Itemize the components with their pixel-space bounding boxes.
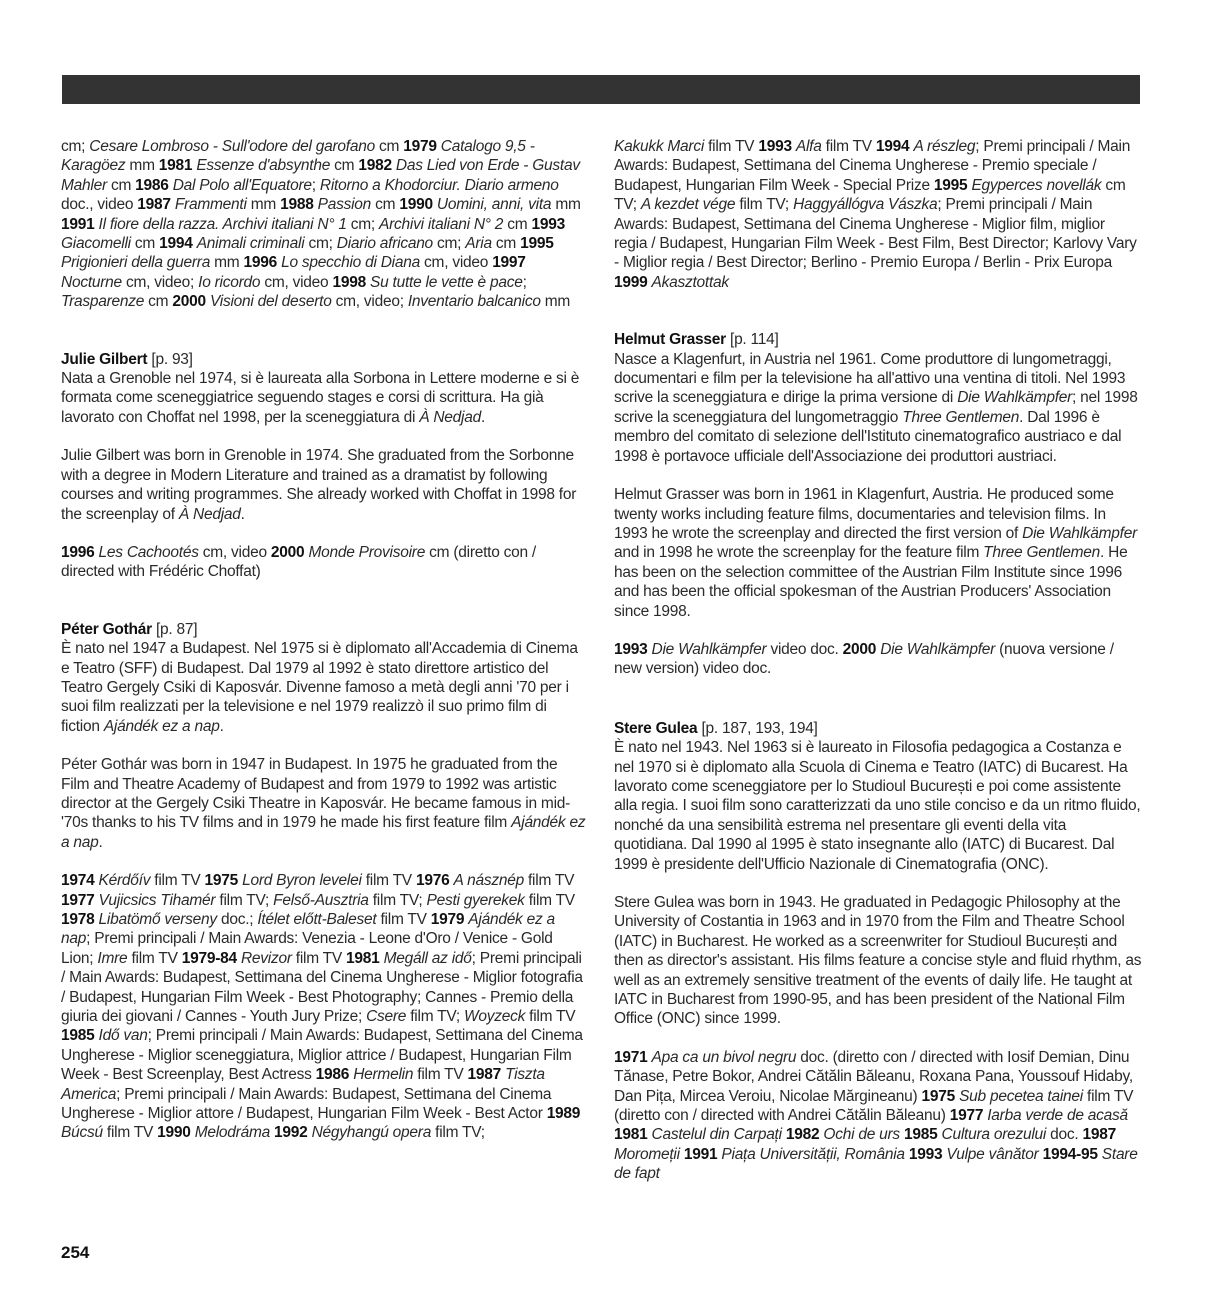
year-label: 1982 bbox=[785, 1126, 820, 1144]
year-label: 1975 bbox=[204, 872, 239, 890]
italic-title: Passion bbox=[317, 196, 372, 214]
italic-title: Ajándék ez a nap bbox=[61, 814, 586, 851]
year-label: 1981 bbox=[614, 1126, 648, 1144]
italic-title: Ajándék ez a nap bbox=[61, 911, 555, 948]
italic-title: Lo specchio di Diana bbox=[281, 254, 420, 272]
page-reference: [p. 187, 193, 194] bbox=[697, 719, 818, 737]
italic-title: Il fiore della razza. Archivi italiani N° 1 bbox=[98, 215, 347, 233]
italic-title: Woyzeck bbox=[463, 1008, 526, 1026]
year-label: 1979-84 bbox=[181, 949, 237, 967]
italic-title: Frammenti bbox=[174, 196, 247, 214]
year-label: 1987 bbox=[467, 1066, 502, 1084]
year-label: 1991 bbox=[61, 215, 95, 233]
italic-title: Prigionieri della guerra bbox=[61, 254, 211, 272]
italic-title: Iarba verde de acasă bbox=[987, 1107, 1128, 1125]
year-label: 1990 bbox=[399, 196, 433, 214]
page-number: 254 bbox=[61, 1243, 90, 1262]
italic-title: À Nedjad bbox=[419, 408, 481, 426]
italic-title: A részleg bbox=[913, 138, 976, 155]
bio-paragraph: cm; Cesare Lombroso - Sull'odore del garofano cm 1979 Catalogo 9,5 - Karagöez mm 1981 Essenze d'absynthe cm 1982 Das Lied von Erde - Gustav Mahler cm 1986 Dal Polo all'Equatore; Ritorno a Khodorciur. Diario armeno doc., video 1987 Frammenti mm 1988 Passion cm 1990 Uomini, anni, vita mm 1991 Il fiore della razza. Archivi italiani N° 1 cm; Archivi italiani N° 2 cm 1993 Giacomelli cm 1994 Animali criminali cm; Diario africano cm; Aria cm 1995 Prigionieri della guerra mm 1996 Lo specchio di Diana cm, video 1997 Nocturne cm, video; Io ricordo cm, video 1998 Su tutte le vette è pace; Trasparenze cm 2000 Visioni del deserto cm, video; Inventario balcanico mm bbox=[61, 138, 581, 311]
year-label: 2000 bbox=[270, 543, 305, 561]
left-column bbox=[61, 137, 587, 1143]
italic-title: Vulpe vânător bbox=[946, 1145, 1039, 1163]
year-label: 1997 bbox=[492, 254, 526, 272]
year-label: 2000 bbox=[172, 293, 206, 311]
year-label: 1990 bbox=[157, 1124, 191, 1142]
person-name: Stere Gulea bbox=[614, 719, 698, 737]
italic-title: Felső-Ausztria bbox=[273, 891, 369, 909]
bio-paragraph: 1974 Kérdőív film TV 1975 Lord Byron levelei film TV 1976 A násznép film TV 1977 Vujicsics Tihamér film TV; Felső-Ausztria film TV; Pesti gyerekek film TV 1978 Libatömő verseny doc.; Ítélet előtt-Baleset film TV 1979 Ajándék ez a nap; Premi principali / Main Awards: Venezia - Leone d'Oro / Venice - Gold Lion; Imre film TV 1979-84 Revizor film TV 1981 Megáll az idő; Premi principali / Main Awards: Budapest, Settimana del Cinema Ungherese - Miglior fotografia / Budapest, Hungarian Film Week - Best Photography; Cannes - Premio della giuria dei giovani / Cannes - Youth Jury Prize; Csere film TV; Woyzeck film TV 1985 Idő van; Premi principali / Main Awards: Budapest, Settimana del Cinema Ungherese - Miglior sceneggiatura, Miglior attrice / Budapest, Hungarian Film Week - Best Screenplay, Best Actress 1986 Hermelin film TV 1987 Tiszta America; Premi principali / Main Awards: Budapest, Settimana del Cinema Ungherese - Miglior attore / Budapest, Hungarian Film Week - Best Actor 1989 Búcsú film TV 1990 Melodráma 1992 Négyhangú opera film TV; bbox=[61, 872, 583, 1142]
year-label: 1979 bbox=[430, 911, 465, 928]
italic-title: Inventario balcanico bbox=[407, 293, 541, 311]
bio-entry bbox=[61, 620, 587, 1143]
italic-title: Ajándék ez a nap bbox=[103, 717, 220, 735]
italic-title: Three Gentlemen bbox=[902, 408, 1020, 426]
italic-title: Giacomelli bbox=[61, 235, 131, 253]
italic-title: Alfa bbox=[795, 138, 822, 155]
year-label: 1974 bbox=[61, 872, 95, 890]
italic-title: Egyperces novellák bbox=[971, 176, 1102, 194]
year-label: 1987 bbox=[137, 196, 171, 214]
italic-title: Megáll az idő bbox=[383, 949, 472, 967]
year-label: 1982 bbox=[358, 157, 392, 175]
italic-title: Ritorno a Khodorciur. Diario armeno bbox=[319, 176, 559, 194]
year-label: 1994 bbox=[159, 235, 193, 253]
year-label: 1993 bbox=[908, 1145, 943, 1163]
page-reference: [p. 114] bbox=[725, 331, 779, 349]
italic-title: Catalogo 9,5 - Karagöez bbox=[61, 138, 535, 175]
italic-title: A násznép bbox=[453, 872, 524, 890]
italic-title: Akasztottak bbox=[651, 273, 729, 291]
year-label: 1971 bbox=[614, 1048, 648, 1066]
italic-title: Melodráma bbox=[194, 1124, 270, 1142]
year-label: 1978 bbox=[61, 911, 95, 928]
year-label: 1994-95 bbox=[1042, 1145, 1098, 1163]
year-label: 1994 bbox=[875, 138, 910, 155]
italic-title: Vujicsics Tihamér bbox=[98, 891, 216, 909]
italic-title: Imre bbox=[97, 949, 128, 967]
italic-title: Moromeții bbox=[614, 1145, 680, 1163]
person-name: Helmut Grasser bbox=[614, 331, 726, 349]
person-name: Péter Gothár bbox=[61, 620, 152, 638]
italic-title: Libatömő verseny bbox=[98, 911, 217, 928]
italic-title: Su tutte le vette è pace bbox=[370, 273, 523, 291]
year-label: 1992 bbox=[274, 1124, 308, 1142]
bio-entry bbox=[614, 137, 1142, 292]
year-label: 1995 bbox=[520, 235, 554, 253]
bio-paragraph: Stere Gulea was born in 1943. He graduated in Pedagogic Philosophy at the University of Costantia in 1963 and in 1970 from the Film and Theatre School (IATC) in Bucharest. He worked as a screenwriter for Studioul București and then as director's assistant. His films feature a concise style and fluid rhythm, as well as an extremely sensitive treatment of the events of daily life. He taught at IATC in Bucharest from 1990-95, and has been president of the National Film Office (ONC) since 1999. bbox=[614, 894, 1142, 1028]
italic-title: Archivi italiani N° 2 bbox=[379, 215, 504, 233]
bio-paragraph: Helmut Grasser [p. 114] Nasce a Klagenfurt, in Austria nel 1961. Come produttore di lungometraggi, documentari e film per la televisione ha all'attivo una ventina di titoli. Nel 1993 scrive la sceneggiatura e dirige la prima versione di Die Wahlkämpfer; nel 1998 scrive la sceneggiatura del lungometraggio Three Gentlemen. Dal 1996 è membro del comitato di selezione dell'Istituto cinematografico austriaco e dal 1998 è portavoce ufficiale dell'Associazione dei produttori austriaci. bbox=[614, 331, 1138, 465]
bio-entry bbox=[614, 330, 1142, 679]
italic-title: Hermelin bbox=[353, 1066, 414, 1084]
italic-title: Revizor bbox=[240, 949, 292, 967]
bio-paragraph: Stere Gulea [p. 187, 193, 194] È nato nel 1943. Nel 1963 si è laureato in Filosofia pedagogica a Costanza e nel 1970 si è diplomato alla Scuola di Cinema e Teatro (IATC) di Bucarest. Ha lavorato come sceneggiatore per lo Studioul București e poi come assistente alla regia. I suoi film sono caratterizzati da uno stile conciso e da un ritmo fluido, nonché da una sensibilità estrema nel presentare gli eventi della vita quotidiana. Dal 1990 al 1995 è stato insegnante allo (IATC) di Bucarest. Dal 1999 è presidente dell'Ufficio Nazionale di Cinematografia (ONC). bbox=[614, 719, 1141, 873]
right-column bbox=[614, 137, 1142, 1184]
year-label: 1985 bbox=[61, 1027, 95, 1045]
italic-title: Ochi de urs bbox=[823, 1126, 900, 1144]
bio-paragraph: 1971 Apa ca un bivol negru doc. (diretto con / directed with Iosif Demian, Dinu Tănase, Petre Bokor, Andrei Cătălin Băleanu, Roxana Pana, Youssouf Hidaby, Dan Pița, Mircea Veroiu, Nicolae Mărgineanu) 1975 Sub pecetea tainei film TV (diretto con / directed with Andrei Cătălin Băleanu) 1977 Iarba verde de acasă 1981 Castelul din Carpați 1982 Ochi de urs 1985 Cultura orezului doc. 1987 Moromeții 1991 Piața Universității, România 1993 Vulpe vânător 1994-95 Stare de fapt bbox=[614, 1048, 1138, 1183]
italic-title: Monde Provisoire bbox=[308, 543, 426, 561]
year-label: 1993 bbox=[614, 640, 648, 658]
italic-title: Sub pecetea tainei bbox=[959, 1087, 1083, 1105]
italic-title: Die Wahlkämpfer bbox=[651, 640, 767, 658]
bio-paragraph: 1993 Die Wahlkämpfer video doc. 2000 Die Wahlkämpfer (nuova versione / new version) video doc. bbox=[614, 640, 1114, 678]
year-label: 1996 bbox=[61, 543, 95, 561]
italic-title: Kérdőív bbox=[98, 872, 151, 890]
year-label: 1986 bbox=[135, 176, 169, 194]
year-label: 1987 bbox=[1082, 1126, 1117, 1144]
italic-title: Cultura orezului bbox=[941, 1126, 1047, 1144]
italic-title: Castelul din Carpați bbox=[651, 1126, 782, 1144]
year-label: 1977 bbox=[61, 891, 95, 909]
year-label: 1998 bbox=[332, 273, 366, 291]
italic-title: Csere bbox=[366, 1008, 407, 1026]
year-label: 1981 bbox=[158, 157, 193, 175]
year-label: 1999 bbox=[614, 273, 648, 291]
page-reference: [p. 87] bbox=[151, 620, 198, 638]
italic-title: Die Wahlkämpfer bbox=[957, 389, 1073, 407]
italic-title: Piața Universității, România bbox=[721, 1145, 905, 1163]
italic-title: Búcsú bbox=[61, 1124, 103, 1142]
year-label: 1995 bbox=[933, 176, 968, 194]
year-label: 1988 bbox=[280, 196, 314, 214]
italic-title: Lord Byron levelei bbox=[242, 872, 362, 890]
header-bar bbox=[62, 75, 1140, 104]
bio-paragraph: Kakukk Marci film TV 1993 Alfa film TV 1994 A részleg; Premi principali / Main Awards: Budapest, Settimana del Cinema Ungherese - Premio speciale / Budapest, Hungarian Film Week - Special Prize 1995 Egyperces novellák cm TV; A kezdet vége film TV; Haggyállógva Vászka; Premi principali / Main Awards: Budapest, Settimana del Cinema Ungherese - Miglior film, miglior regia / Budapest, Hungarian Film Week - Best Film, Best Director; Karlovy Vary - Miglior regia / Best Director; Berlino - Premio Europa / Berlin - Prix Europa 1999 Akasztottak bbox=[614, 138, 1137, 291]
italic-title: Die Wahlkämpfer bbox=[1022, 524, 1138, 542]
bio-paragraph: 1996 Les Cachootés cm, video 2000 Monde Provisoire cm (diretto con / directed with Frédéric Choffat) bbox=[61, 543, 536, 581]
year-label: 1986 bbox=[315, 1066, 350, 1084]
year-label: 1977 bbox=[949, 1107, 984, 1125]
italic-title: Négyhangú opera bbox=[311, 1124, 432, 1142]
bio-entry bbox=[61, 350, 587, 582]
year-label: 2000 bbox=[842, 640, 877, 658]
italic-title: Dal Polo all'Equatore bbox=[172, 176, 312, 194]
year-label: 1985 bbox=[904, 1126, 938, 1144]
year-label: 1981 bbox=[346, 949, 380, 967]
bio-paragraph: Helmut Grasser was born in 1961 in Klagenfurt, Austria. He produced some twenty works including feature films, documentaries and television films. In 1993 he wrote the screenplay and directed the first version of Die Wahlkämpfer and in 1998 he wrote the screenplay for the feature film Three Gentlemen. He has been on the selection committee of the Austrian Film Institute since 1996 and has been the official spokesman of the Austrian Producers' Association since 1998. bbox=[614, 486, 1138, 620]
italic-title: Aria bbox=[465, 235, 492, 253]
italic-title: Stare de fapt bbox=[614, 1145, 1138, 1183]
italic-title: A kezdet vége bbox=[640, 196, 736, 214]
italic-title: Kakukk Marci bbox=[614, 138, 705, 155]
italic-title: Die Wahlkämpfer bbox=[880, 640, 996, 658]
year-label: 1979 bbox=[403, 138, 437, 155]
italic-title: Diario africano bbox=[336, 235, 433, 253]
year-label: 1996 bbox=[243, 254, 278, 272]
italic-title: Three Gentlemen bbox=[983, 544, 1101, 562]
year-label: 1975 bbox=[921, 1087, 955, 1105]
italic-title: Idő van bbox=[98, 1027, 148, 1045]
italic-title: Uomini, anni, vita bbox=[436, 196, 552, 214]
italic-title: Animali criminali bbox=[196, 235, 305, 253]
bio-entry bbox=[61, 137, 587, 312]
italic-title: Ítélet előtt-Baleset bbox=[257, 911, 377, 928]
bio-paragraph: Julie Gilbert was born in Grenoble in 1974. She graduated from the Sorbonne with a degree in Modern Literature and trained as a dramatist by following courses and writing programmes. She already worked with Choffat in 1998 for the screenplay of À Nedjad. bbox=[61, 447, 577, 523]
year-label: 1976 bbox=[415, 872, 450, 890]
italic-title: Apa ca un bivol negru bbox=[651, 1048, 797, 1066]
italic-title: Tiszta America bbox=[61, 1066, 545, 1103]
italic-title: Haggyállógva Vászka bbox=[793, 196, 938, 214]
year-label: 1989 bbox=[546, 1105, 581, 1123]
italic-title: Pesti gyerekek bbox=[426, 891, 525, 909]
italic-title: Les Cachootés bbox=[98, 543, 199, 561]
italic-title: À Nedjad bbox=[178, 505, 241, 523]
bio-paragraph: Julie Gilbert [p. 93] Nata a Grenoble nel 1974, si è laureata alla Sorbona in Lettere moderne e si è formata come sceneggiatrice seguendo stages e corsi di scrittura. Ha già lavorato con Choffat nel 1998, per la sceneggiatura di À Nedjad. bbox=[61, 350, 580, 426]
italic-title: Essenze d'absynthe bbox=[196, 157, 331, 175]
bio-paragraph: Péter Gothár [p. 87] È nato nel 1947 a Budapest. Nel 1975 si è diplomato all'Accademia di Cinema e Teatro (SFF) di Budapest. Dal 1979 al 1992 è stato direttore artistico del Teatro Gergely Csiki di Kaposvár. Divenne famoso a metà degli anni '70 per i suoi film realizzati per la televisione e nel 1979 realizzò il suo primo film di fiction Ajándék ez a nap. bbox=[61, 620, 578, 735]
italic-title: Das Lied von Erde - Gustav Mahler bbox=[61, 157, 580, 194]
year-label: 1993 bbox=[758, 138, 792, 155]
page-reference: [p. 93] bbox=[147, 350, 193, 368]
italic-title: Trasparenze bbox=[61, 293, 145, 311]
year-label: 1991 bbox=[683, 1145, 718, 1163]
italic-title: Visioni del deserto bbox=[209, 293, 332, 311]
bio-paragraph: Péter Gothár was born in 1947 in Budapest. In 1975 he graduated from the Film and Theatre Academy of Budapest and from 1979 to 1992 was artistic director at the Gergely Csiki Theatre in Kaposvár. He became famous in mid-'70s thanks to his TV films and in 1979 he made his first feature film Ajándék ez a nap. bbox=[61, 756, 586, 851]
person-name: Julie Gilbert bbox=[61, 350, 148, 368]
italic-title: Cesare Lombroso - Sull'odore del garofano bbox=[89, 138, 375, 155]
italic-title: Io ricordo bbox=[198, 273, 261, 291]
year-label: 1993 bbox=[531, 215, 565, 233]
italic-title: Nocturne bbox=[61, 273, 122, 291]
bio-entry bbox=[614, 719, 1142, 1184]
